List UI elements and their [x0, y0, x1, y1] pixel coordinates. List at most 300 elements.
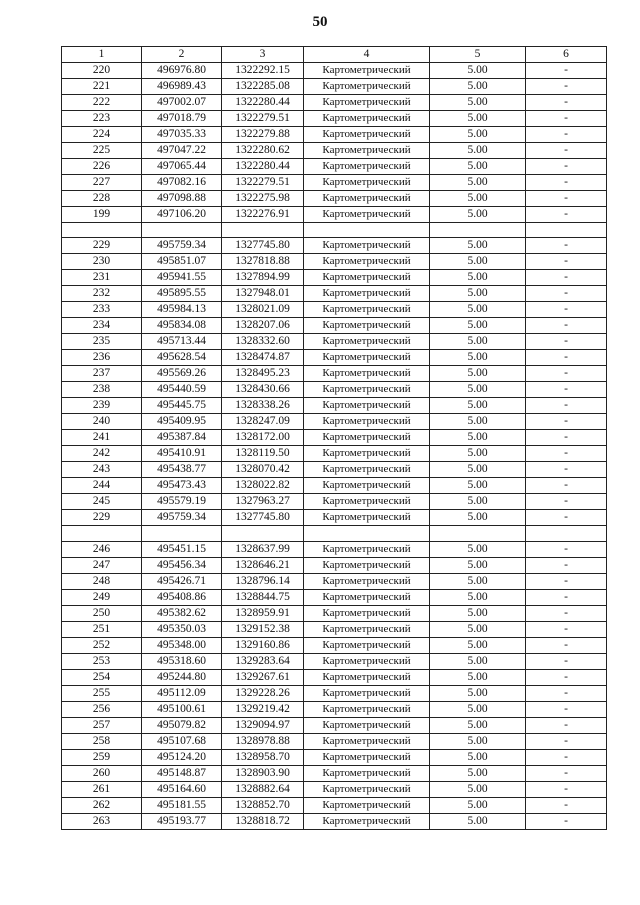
point-number-cell: 249 [62, 589, 142, 605]
x-coordinate-cell: 497065.44 [142, 159, 222, 175]
y-coordinate-cell: 1328852.70 [222, 797, 304, 813]
method-cell: Картометрический [304, 79, 430, 95]
x-coordinate-cell: 497106.20 [142, 207, 222, 223]
x-coordinate-cell: 495984.13 [142, 302, 222, 318]
note-cell: - [526, 494, 607, 510]
y-coordinate-cell: 1328119.50 [222, 446, 304, 462]
accuracy-cell: 5.00 [430, 350, 526, 366]
note-cell: - [526, 302, 607, 318]
accuracy-cell: 5.00 [430, 191, 526, 207]
table-row [62, 749, 607, 765]
note-cell: - [526, 685, 607, 701]
x-coordinate-cell: 495851.07 [142, 254, 222, 270]
method-cell: Картометрический [304, 605, 430, 621]
point-number-cell: 240 [62, 414, 142, 430]
table-row [62, 398, 607, 414]
method-cell: Картометрический [304, 127, 430, 143]
table-row [62, 717, 607, 733]
x-coordinate-cell: 495382.62 [142, 605, 222, 621]
y-coordinate-cell: 1327948.01 [222, 286, 304, 302]
note-cell: - [526, 605, 607, 621]
x-coordinate-cell: 495759.34 [142, 238, 222, 254]
table-row [62, 478, 607, 494]
y-coordinate-cell: 1328646.21 [222, 557, 304, 573]
note-cell: - [526, 462, 607, 478]
table-row [62, 653, 607, 669]
method-cell: Картометрический [304, 159, 430, 175]
note-cell: - [526, 510, 607, 526]
note-cell: - [526, 541, 607, 557]
table-row [62, 254, 607, 270]
y-coordinate-cell: 1328070.42 [222, 462, 304, 478]
accuracy-cell: 5.00 [430, 749, 526, 765]
y-coordinate-cell: 1329219.42 [222, 701, 304, 717]
point-number-cell: 261 [62, 781, 142, 797]
method-cell: Картометрический [304, 175, 430, 191]
y-coordinate-cell: 1328903.90 [222, 765, 304, 781]
x-coordinate-cell: 495350.03 [142, 621, 222, 637]
x-coordinate-cell: 495759.34 [142, 510, 222, 526]
accuracy-cell: 5.00 [430, 637, 526, 653]
note-cell: - [526, 573, 607, 589]
method-cell: Картометрический [304, 398, 430, 414]
y-coordinate-cell: 1322279.51 [222, 111, 304, 127]
point-number-cell: 244 [62, 478, 142, 494]
table-row [62, 127, 607, 143]
x-coordinate-cell: 495426.71 [142, 573, 222, 589]
coordinates-table [61, 46, 607, 830]
accuracy-cell: 5.00 [430, 781, 526, 797]
x-coordinate-cell: 495244.80 [142, 669, 222, 685]
x-coordinate-cell: 495408.86 [142, 589, 222, 605]
table-row [62, 510, 607, 526]
x-coordinate-cell: 495409.95 [142, 414, 222, 430]
point-number-cell: 252 [62, 637, 142, 653]
point-number-cell: 233 [62, 302, 142, 318]
table-row [62, 366, 607, 382]
method-cell: Картометрический [304, 653, 430, 669]
method-cell: Картометрический [304, 446, 430, 462]
note-cell: - [526, 478, 607, 494]
table-row [62, 637, 607, 653]
accuracy-cell: 5.00 [430, 79, 526, 95]
point-number-cell [62, 526, 142, 541]
column-header: 4 [304, 47, 430, 63]
point-number-cell: 256 [62, 701, 142, 717]
table-row [62, 701, 607, 717]
y-coordinate-cell: 1328247.09 [222, 414, 304, 430]
table-row [62, 781, 607, 797]
method-cell: Картометрический [304, 95, 430, 111]
y-coordinate-cell: 1322280.62 [222, 143, 304, 159]
point-number-cell: 199 [62, 207, 142, 223]
point-number-cell: 241 [62, 430, 142, 446]
accuracy-cell: 5.00 [430, 797, 526, 813]
x-coordinate-cell: 495440.59 [142, 382, 222, 398]
point-number-cell [62, 223, 142, 238]
method-cell: Картометрический [304, 191, 430, 207]
method-cell: Картометрический [304, 510, 430, 526]
point-number-cell: 234 [62, 318, 142, 334]
accuracy-cell [430, 526, 526, 541]
accuracy-cell: 5.00 [430, 127, 526, 143]
column-header: 5 [430, 47, 526, 63]
note-cell: - [526, 238, 607, 254]
y-coordinate-cell: 1328637.99 [222, 541, 304, 557]
point-number-cell: 245 [62, 494, 142, 510]
x-coordinate-cell: 495569.26 [142, 366, 222, 382]
note-cell: - [526, 557, 607, 573]
point-number-cell: 229 [62, 510, 142, 526]
y-coordinate-cell: 1328474.87 [222, 350, 304, 366]
note-cell: - [526, 669, 607, 685]
x-coordinate-cell: 495445.75 [142, 398, 222, 414]
table-row [62, 765, 607, 781]
method-cell: Картометрический [304, 589, 430, 605]
point-number-cell: 257 [62, 717, 142, 733]
note-cell [526, 526, 607, 541]
method-cell: Картометрический [304, 541, 430, 557]
accuracy-cell: 5.00 [430, 63, 526, 79]
method-cell: Картометрический [304, 813, 430, 829]
point-number-cell: 221 [62, 79, 142, 95]
note-cell: - [526, 159, 607, 175]
y-coordinate-cell: 1322279.88 [222, 127, 304, 143]
note-cell: - [526, 781, 607, 797]
accuracy-cell: 5.00 [430, 111, 526, 127]
x-coordinate-cell: 495164.60 [142, 781, 222, 797]
note-cell: - [526, 765, 607, 781]
x-coordinate-cell: 497035.33 [142, 127, 222, 143]
x-coordinate-cell: 497018.79 [142, 111, 222, 127]
point-number-cell: 247 [62, 557, 142, 573]
point-number-cell: 258 [62, 733, 142, 749]
y-coordinate-cell: 1322285.08 [222, 79, 304, 95]
y-coordinate-cell: 1328338.26 [222, 398, 304, 414]
method-cell: Картометрический [304, 63, 430, 79]
x-coordinate-cell: 495410.91 [142, 446, 222, 462]
table-row [62, 414, 607, 430]
x-coordinate-cell: 495579.19 [142, 494, 222, 510]
table-row [62, 621, 607, 637]
method-cell: Картометрический [304, 334, 430, 350]
note-cell: - [526, 254, 607, 270]
y-coordinate-cell: 1327894.99 [222, 270, 304, 286]
x-coordinate-cell: 495451.15 [142, 541, 222, 557]
y-coordinate-cell: 1329152.38 [222, 621, 304, 637]
method-cell: Картометрический [304, 270, 430, 286]
accuracy-cell: 5.00 [430, 653, 526, 669]
accuracy-cell: 5.00 [430, 382, 526, 398]
table-row [62, 589, 607, 605]
y-coordinate-cell: 1327963.27 [222, 494, 304, 510]
table-row [62, 557, 607, 573]
note-cell: - [526, 446, 607, 462]
accuracy-cell: 5.00 [430, 765, 526, 781]
x-coordinate-cell: 495112.09 [142, 685, 222, 701]
accuracy-cell: 5.00 [430, 95, 526, 111]
x-coordinate-cell: 497002.07 [142, 95, 222, 111]
table-row [62, 605, 607, 621]
note-cell [526, 223, 607, 238]
point-number-cell: 251 [62, 621, 142, 637]
accuracy-cell: 5.00 [430, 669, 526, 685]
table-row [62, 446, 607, 462]
accuracy-cell: 5.00 [430, 286, 526, 302]
method-cell: Картометрический [304, 749, 430, 765]
x-coordinate-cell [142, 526, 222, 541]
point-number-cell: 229 [62, 238, 142, 254]
method-cell: Картометрический [304, 143, 430, 159]
table-row [62, 334, 607, 350]
accuracy-cell: 5.00 [430, 462, 526, 478]
y-coordinate-cell: 1329094.97 [222, 717, 304, 733]
x-coordinate-cell: 495895.55 [142, 286, 222, 302]
table-row [62, 63, 607, 79]
accuracy-cell: 5.00 [430, 605, 526, 621]
accuracy-cell: 5.00 [430, 717, 526, 733]
y-coordinate-cell: 1328882.64 [222, 781, 304, 797]
accuracy-cell: 5.00 [430, 414, 526, 430]
column-header: 2 [142, 47, 222, 63]
accuracy-cell: 5.00 [430, 478, 526, 494]
x-coordinate-cell: 495193.77 [142, 813, 222, 829]
note-cell: - [526, 589, 607, 605]
table-row [62, 797, 607, 813]
table-row [62, 350, 607, 366]
point-number-cell: 248 [62, 573, 142, 589]
note-cell: - [526, 717, 607, 733]
y-coordinate-cell: 1329267.61 [222, 669, 304, 685]
point-number-cell: 250 [62, 605, 142, 621]
accuracy-cell: 5.00 [430, 446, 526, 462]
table-row [62, 79, 607, 95]
note-cell: - [526, 398, 607, 414]
method-cell: Картометрический [304, 685, 430, 701]
x-coordinate-cell: 496989.43 [142, 79, 222, 95]
x-coordinate-cell: 497082.16 [142, 175, 222, 191]
note-cell: - [526, 749, 607, 765]
point-number-cell: 260 [62, 765, 142, 781]
accuracy-cell: 5.00 [430, 175, 526, 191]
method-cell: Картометрический [304, 286, 430, 302]
table-row [62, 430, 607, 446]
x-coordinate-cell: 495100.61 [142, 701, 222, 717]
point-number-cell: 236 [62, 350, 142, 366]
point-number-cell: 232 [62, 286, 142, 302]
y-coordinate-cell [222, 223, 304, 238]
y-coordinate-cell: 1328796.14 [222, 573, 304, 589]
accuracy-cell: 5.00 [430, 159, 526, 175]
method-cell: Картометрический [304, 765, 430, 781]
point-number-cell: 255 [62, 685, 142, 701]
accuracy-cell [430, 223, 526, 238]
y-coordinate-cell: 1329160.86 [222, 637, 304, 653]
note-cell: - [526, 191, 607, 207]
method-cell: Картометрический [304, 302, 430, 318]
table-row [62, 223, 607, 238]
accuracy-cell: 5.00 [430, 541, 526, 557]
y-coordinate-cell: 1322279.51 [222, 175, 304, 191]
point-number-cell: 253 [62, 653, 142, 669]
method-cell: Картометрический [304, 462, 430, 478]
point-number-cell: 239 [62, 398, 142, 414]
method-cell: Картометрический [304, 111, 430, 127]
table-row [62, 573, 607, 589]
y-coordinate-cell: 1328430.66 [222, 382, 304, 398]
table-row [62, 813, 607, 829]
method-cell: Картометрический [304, 781, 430, 797]
method-cell: Картометрический [304, 621, 430, 637]
accuracy-cell: 5.00 [430, 430, 526, 446]
table-row [62, 159, 607, 175]
method-cell: Картометрический [304, 637, 430, 653]
accuracy-cell: 5.00 [430, 366, 526, 382]
accuracy-cell: 5.00 [430, 302, 526, 318]
point-number-cell: 243 [62, 462, 142, 478]
y-coordinate-cell: 1328818.72 [222, 813, 304, 829]
y-coordinate-cell: 1329283.64 [222, 653, 304, 669]
x-coordinate-cell: 495438.77 [142, 462, 222, 478]
column-header: 3 [222, 47, 304, 63]
point-number-cell: 242 [62, 446, 142, 462]
note-cell: - [526, 733, 607, 749]
method-cell: Картометрический [304, 573, 430, 589]
point-number-cell: 228 [62, 191, 142, 207]
y-coordinate-cell: 1328958.70 [222, 749, 304, 765]
table-row [62, 143, 607, 159]
method-cell: Картометрический [304, 717, 430, 733]
x-coordinate-cell: 495079.82 [142, 717, 222, 733]
y-coordinate-cell: 1328022.82 [222, 478, 304, 494]
x-coordinate-cell: 495387.84 [142, 430, 222, 446]
table-row [62, 318, 607, 334]
point-number-cell: 225 [62, 143, 142, 159]
note-cell: - [526, 143, 607, 159]
method-cell: Картометрический [304, 318, 430, 334]
note-cell: - [526, 111, 607, 127]
point-number-cell: 254 [62, 669, 142, 685]
method-cell: Картометрический [304, 701, 430, 717]
accuracy-cell: 5.00 [430, 510, 526, 526]
table-row [62, 541, 607, 557]
method-cell: Картометрический [304, 414, 430, 430]
table-row [62, 302, 607, 318]
method-cell: Картометрический [304, 733, 430, 749]
method-cell: Картометрический [304, 557, 430, 573]
table-row [62, 526, 607, 541]
accuracy-cell: 5.00 [430, 207, 526, 223]
x-coordinate-cell: 495107.68 [142, 733, 222, 749]
accuracy-cell: 5.00 [430, 813, 526, 829]
accuracy-cell: 5.00 [430, 398, 526, 414]
y-coordinate-cell: 1329228.26 [222, 685, 304, 701]
accuracy-cell: 5.00 [430, 701, 526, 717]
x-coordinate-cell: 495473.43 [142, 478, 222, 494]
table-row [62, 462, 607, 478]
table-row [62, 669, 607, 685]
point-number-cell: 263 [62, 813, 142, 829]
note-cell: - [526, 286, 607, 302]
table-row [62, 207, 607, 223]
table-row [62, 494, 607, 510]
page-number: 50 [312, 14, 328, 30]
note-cell: - [526, 207, 607, 223]
accuracy-cell: 5.00 [430, 143, 526, 159]
table-row [62, 382, 607, 398]
note-cell: - [526, 334, 607, 350]
header-row [62, 47, 607, 63]
point-number-cell: 226 [62, 159, 142, 175]
method-cell: Картометрический [304, 350, 430, 366]
x-coordinate-cell [142, 223, 222, 238]
point-number-cell: 237 [62, 366, 142, 382]
note-cell: - [526, 63, 607, 79]
y-coordinate-cell: 1322280.44 [222, 95, 304, 111]
x-coordinate-cell: 495348.00 [142, 637, 222, 653]
method-cell: Картометрический [304, 366, 430, 382]
x-coordinate-cell: 495941.55 [142, 270, 222, 286]
point-number-cell: 235 [62, 334, 142, 350]
accuracy-cell: 5.00 [430, 557, 526, 573]
note-cell: - [526, 175, 607, 191]
y-coordinate-cell: 1328332.60 [222, 334, 304, 350]
table-row [62, 286, 607, 302]
y-coordinate-cell: 1328844.75 [222, 589, 304, 605]
method-cell: Картометрический [304, 797, 430, 813]
accuracy-cell: 5.00 [430, 733, 526, 749]
note-cell: - [526, 95, 607, 111]
note-cell: - [526, 653, 607, 669]
method-cell [304, 223, 430, 238]
table-row [62, 733, 607, 749]
note-cell: - [526, 318, 607, 334]
method-cell: Картометрический [304, 494, 430, 510]
table-row [62, 238, 607, 254]
y-coordinate-cell: 1327745.80 [222, 510, 304, 526]
y-coordinate-cell: 1322275.98 [222, 191, 304, 207]
note-cell: - [526, 813, 607, 829]
accuracy-cell: 5.00 [430, 254, 526, 270]
y-coordinate-cell [222, 526, 304, 541]
note-cell: - [526, 430, 607, 446]
x-coordinate-cell: 495124.20 [142, 749, 222, 765]
x-coordinate-cell: 495148.87 [142, 765, 222, 781]
x-coordinate-cell: 495456.34 [142, 557, 222, 573]
y-coordinate-cell: 1327745.80 [222, 238, 304, 254]
y-coordinate-cell: 1327818.88 [222, 254, 304, 270]
accuracy-cell: 5.00 [430, 270, 526, 286]
column-header: 6 [526, 47, 607, 63]
note-cell: - [526, 637, 607, 653]
x-coordinate-cell: 495181.55 [142, 797, 222, 813]
note-cell: - [526, 350, 607, 366]
table-row [62, 191, 607, 207]
y-coordinate-cell: 1328495.23 [222, 366, 304, 382]
x-coordinate-cell: 495713.44 [142, 334, 222, 350]
note-cell: - [526, 127, 607, 143]
method-cell: Картометрический [304, 254, 430, 270]
method-cell: Картометрический [304, 382, 430, 398]
table-header [62, 47, 607, 63]
note-cell: - [526, 414, 607, 430]
y-coordinate-cell: 1328959.91 [222, 605, 304, 621]
method-cell: Картометрический [304, 430, 430, 446]
note-cell: - [526, 621, 607, 637]
point-number-cell: 220 [62, 63, 142, 79]
table-row [62, 95, 607, 111]
method-cell: Картометрический [304, 669, 430, 685]
